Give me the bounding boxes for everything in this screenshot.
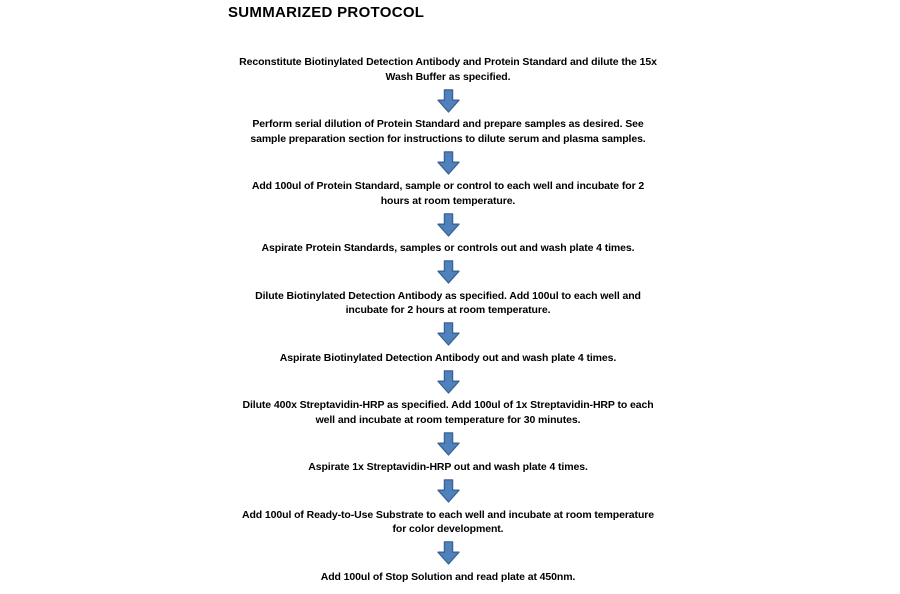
protocol-step-line: Add 100ul of Ready-to-Use Substrate to each well and incubate at room temperature xyxy=(242,508,654,521)
down-arrow-icon xyxy=(437,260,460,285)
protocol-step xyxy=(222,351,674,366)
protocol-step xyxy=(222,289,674,318)
protocol-step xyxy=(222,398,674,427)
down-arrow-icon xyxy=(437,369,460,394)
protocol-step-line: Add 100ul of Protein Standard, sample or control to each well and incubate for 2 xyxy=(251,180,645,192)
protocol-step-line: Dilute 400x Streptavidin-HRP as specified. Add 100ul of 1x Streptavidin-HRP to each xyxy=(242,399,654,411)
down-arrow-icon xyxy=(437,88,460,113)
down-arrow-icon xyxy=(437,150,460,175)
protocol-step-line: Aspirate Biotinylated Detection Antibody out and wash plate 4 times. xyxy=(279,351,617,364)
protocol-step-line: hours at room temperature. xyxy=(380,194,516,207)
down-arrow-icon xyxy=(437,479,460,504)
protocol-step xyxy=(222,460,674,475)
protocol-step-line: sample preparation section for instructions to dilute serum and plasma samples. xyxy=(250,132,646,145)
protocol-step-line: Perform serial dilution of Protein Standard and prepare samples as desired. See xyxy=(252,118,644,130)
protocol-step-line: Aspirate 1x Streptavidin-HRP out and wash plate 4 times. xyxy=(308,461,588,473)
page-title: SUMMARIZED PROTOCOL xyxy=(228,4,425,21)
protocol-step xyxy=(222,241,674,256)
protocol-step-line: incubate for 2 hours at room temperature. xyxy=(345,304,551,316)
down-arrow-icon xyxy=(437,431,460,456)
protocol-step-line: Dilute Biotinylated Detection Antibody as specified. Add 100ul to each well and xyxy=(255,289,641,302)
protocol-flow xyxy=(222,55,674,584)
protocol-step-line: for color development. xyxy=(392,523,504,535)
protocol-step xyxy=(222,508,674,537)
protocol-step xyxy=(222,570,674,585)
protocol-step-line: Wash Buffer as specified. xyxy=(385,70,511,83)
protocol-step-line: Aspirate Protein Standards, samples or controls out and wash plate 4 times. xyxy=(261,242,635,254)
protocol-step-line: Reconstitute Biotinylated Detection Antibody and Protein Standard and dilute the 15x xyxy=(239,56,657,68)
protocol-step-line: well and incubate at room temperature for 30 minutes. xyxy=(315,413,581,426)
down-arrow-icon xyxy=(437,541,460,566)
down-arrow-icon xyxy=(437,212,460,237)
down-arrow-icon xyxy=(437,322,460,347)
protocol-step xyxy=(222,55,674,84)
protocol-step xyxy=(222,179,674,208)
protocol-step xyxy=(222,117,674,146)
protocol-step-line: Add 100ul of Stop Solution and read plate at 450nm. xyxy=(320,570,576,583)
